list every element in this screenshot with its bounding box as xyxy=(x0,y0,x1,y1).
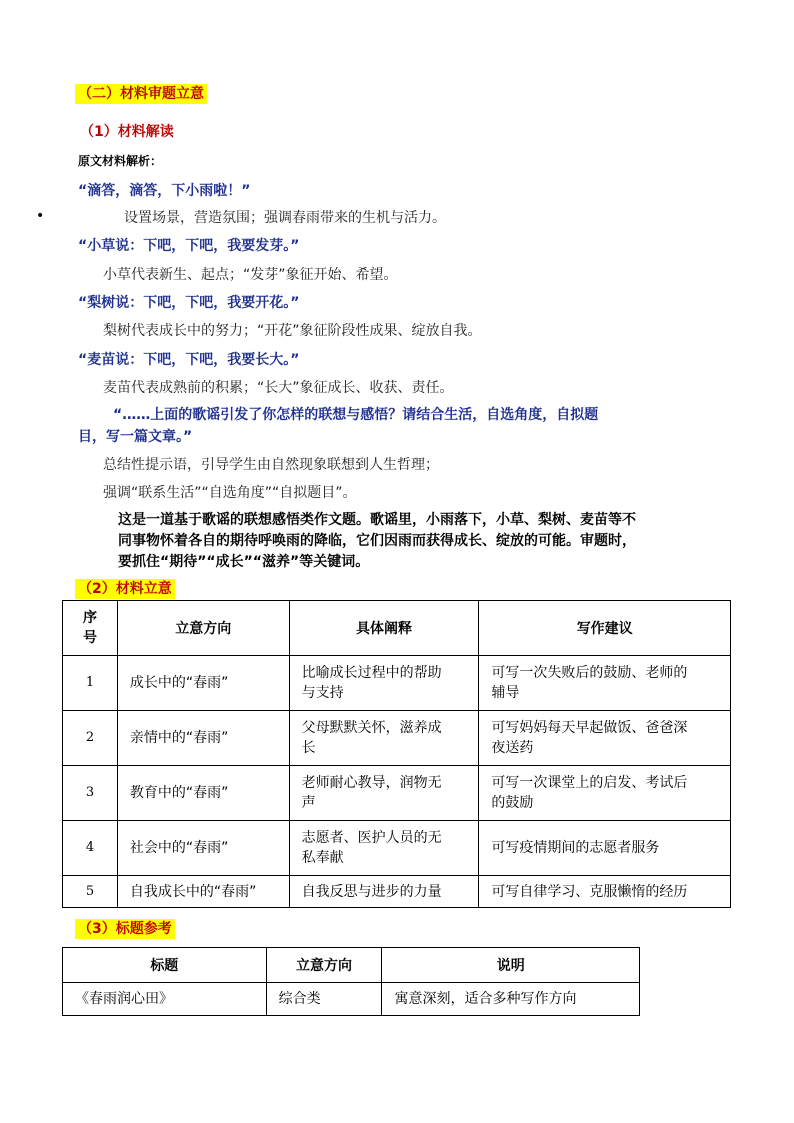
note-1: 设置场景，营造氛围；强调春雨带来的生机与活力。 xyxy=(124,210,446,226)
table-row xyxy=(63,656,731,711)
row-advice: 可写一次失败后的鼓励、老师的 辅导 xyxy=(479,656,731,711)
header-explain: 具体阐释 xyxy=(289,601,479,656)
立意-table xyxy=(62,600,731,908)
table-row xyxy=(63,983,640,1016)
section1-title: （1）材料解读 xyxy=(80,124,174,140)
row-direction: 教育中的“春雨” xyxy=(117,766,289,821)
table-row xyxy=(63,821,731,876)
row-advice: 可写自律学习、克服懒惰的经历 xyxy=(479,876,731,908)
row-advice: 可写疫情期间的志愿者服务 xyxy=(479,821,731,876)
title-reference-table xyxy=(62,947,640,1016)
table-row xyxy=(63,766,731,821)
summary-line-3: 要抓住“期待”“成长”“滋养”等关键词。 xyxy=(118,554,370,570)
row-advice: 可写一次课堂上的启发、考试后 的鼓励 xyxy=(479,766,731,821)
section3-title: （3）标题参考 xyxy=(75,919,175,939)
prompt-line-2: 目，写一篇文章。” xyxy=(78,429,193,445)
table-row xyxy=(63,876,731,908)
header-advice: 写作建议 xyxy=(479,601,731,656)
row-note: 寓意深刻，适合多种写作方向 xyxy=(382,983,640,1016)
row-title: 《春雨润心田》 xyxy=(63,983,267,1016)
row-explain: 自我反思与进步的力量 xyxy=(289,876,479,908)
row-no: 3 xyxy=(63,766,118,821)
row-direction: 亲情中的“春雨” xyxy=(117,711,289,766)
header-no: 序 号 xyxy=(63,601,118,656)
row-direction: 社会中的“春雨” xyxy=(117,821,289,876)
section2-title: （2）材料立意 xyxy=(75,579,175,599)
material-label: 原文材料解析： xyxy=(78,154,163,168)
quote-2: “小草说：下吧，下吧，我要发芽。” xyxy=(78,238,300,254)
row-explain: 老师耐心教导，润物无 声 xyxy=(289,766,479,821)
summary-line-2: 同事物怀着各自的期待呼唤雨的降临，它们因雨而获得成长、绽放的可能。审题时， xyxy=(118,533,636,549)
note-4: 麦苗代表成熟前的积累；“长大”象征成长、收获、责任。 xyxy=(103,380,454,396)
table-header-row xyxy=(63,601,731,656)
row-direction: 综合类 xyxy=(266,983,382,1016)
quote-4: “麦苗说：下吧，下吧，我要长大。” xyxy=(78,352,300,368)
quote-3: “梨树说：下吧，下吧，我要开花。” xyxy=(78,295,300,311)
header-note: 说明 xyxy=(382,948,640,983)
note-2: 小草代表新生、起点；“发芽”象征开始、希望。 xyxy=(103,267,398,283)
row-no: 1 xyxy=(63,656,118,711)
prompt-note-1: 总结性提示语，引导学生由自然现象联想到人生哲理； xyxy=(103,457,439,473)
table-header-row xyxy=(63,948,640,983)
row-explain: 父母默默关怀，滋养成 长 xyxy=(289,711,479,766)
row-direction: 自我成长中的“春雨” xyxy=(117,876,289,908)
row-direction: 成长中的“春雨” xyxy=(117,656,289,711)
prompt-note-2: 强调“联系生活”“自选角度”“自拟题目”。 xyxy=(103,485,357,501)
row-explain: 志愿者、医护人员的无 私奉献 xyxy=(289,821,479,876)
row-no: 5 xyxy=(63,876,118,908)
section-heading: （二）材料审题立意 xyxy=(75,84,207,104)
prompt-line-1: “……上面的歌谣引发了你怎样的联想与感悟？请结合生活，自选角度，自拟题 xyxy=(113,407,599,423)
row-no: 2 xyxy=(63,711,118,766)
table-row xyxy=(63,711,731,766)
bullet-icon: • xyxy=(36,208,45,224)
note-3: 梨树代表成长中的努力；“开花”象征阶段性成果、绽放自我。 xyxy=(103,323,482,339)
header-direction: 立意方向 xyxy=(117,601,289,656)
summary-line-1: 这是一道基于歌谣的联想感悟类作文题。歌谣里，小雨落下，小草、梨树、麦苗等不 xyxy=(118,512,636,528)
row-advice: 可写妈妈每天早起做饭、爸爸深 夜送药 xyxy=(479,711,731,766)
header-direction: 立意方向 xyxy=(266,948,382,983)
header-title: 标题 xyxy=(63,948,267,983)
quote-1: “滴答，滴答，下小雨啦！” xyxy=(78,183,251,199)
row-no: 4 xyxy=(63,821,118,876)
row-explain: 比喻成长过程中的帮助 与支持 xyxy=(289,656,479,711)
